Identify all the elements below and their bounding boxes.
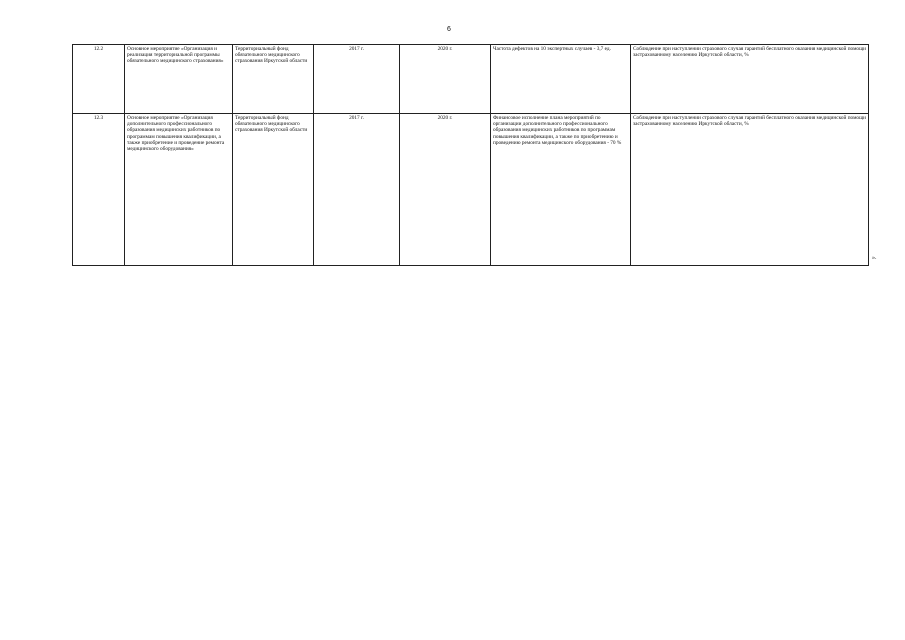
executor: Территориальный фонд обязательного медицинского страхования Иркутской области — [233, 45, 314, 114]
event-name: Основное мероприятие «Организация дополнительного профессионального образования медицинских работников по программам повышения квалификации, а также приобретение и проведение ремонта медицинского оборудования» — [125, 114, 233, 266]
row-number: 12.2 — [73, 45, 125, 114]
closing-quote-mark: ». — [872, 255, 877, 261]
executor: Территориальный фонд обязательного медицинского страхования Иркутской области — [233, 114, 314, 266]
start-year: 2017 г. — [314, 45, 400, 114]
event-name: Основное мероприятие «Организация и реализация территориальной программы обязательного медицинского страхования» — [125, 45, 233, 114]
indicator: Финансовое исполнение плана мероприятий по организации дополнительного профессионального образования медицинских работников по программам повышения квалификации, а также по приобретению и проведению ремонта медицинского оборудования - 70 % — [491, 114, 631, 266]
indicator: Частота дефектов на 10 экспертных случаев - 3,7 ед. — [491, 45, 631, 114]
page-number: 6 — [447, 26, 451, 33]
expected-result: Соблюдение при наступлении страхового случая гарантий бесплатного оказания медицинской помощи застрахованному населению Иркутской области, % — [631, 114, 869, 266]
expected-result: Соблюдение при наступлении страхового случая гарантий бесплатного оказания медицинской помощи застрахованному населению Иркутской области, % — [631, 45, 869, 114]
program-table — [72, 44, 869, 266]
table-row — [73, 45, 869, 114]
table-row — [73, 114, 869, 266]
end-year: 2020 г. — [400, 45, 491, 114]
row-number: 12.3 — [73, 114, 125, 266]
start-year: 2017 г. — [314, 114, 400, 266]
end-year: 2020 г. — [400, 114, 491, 266]
